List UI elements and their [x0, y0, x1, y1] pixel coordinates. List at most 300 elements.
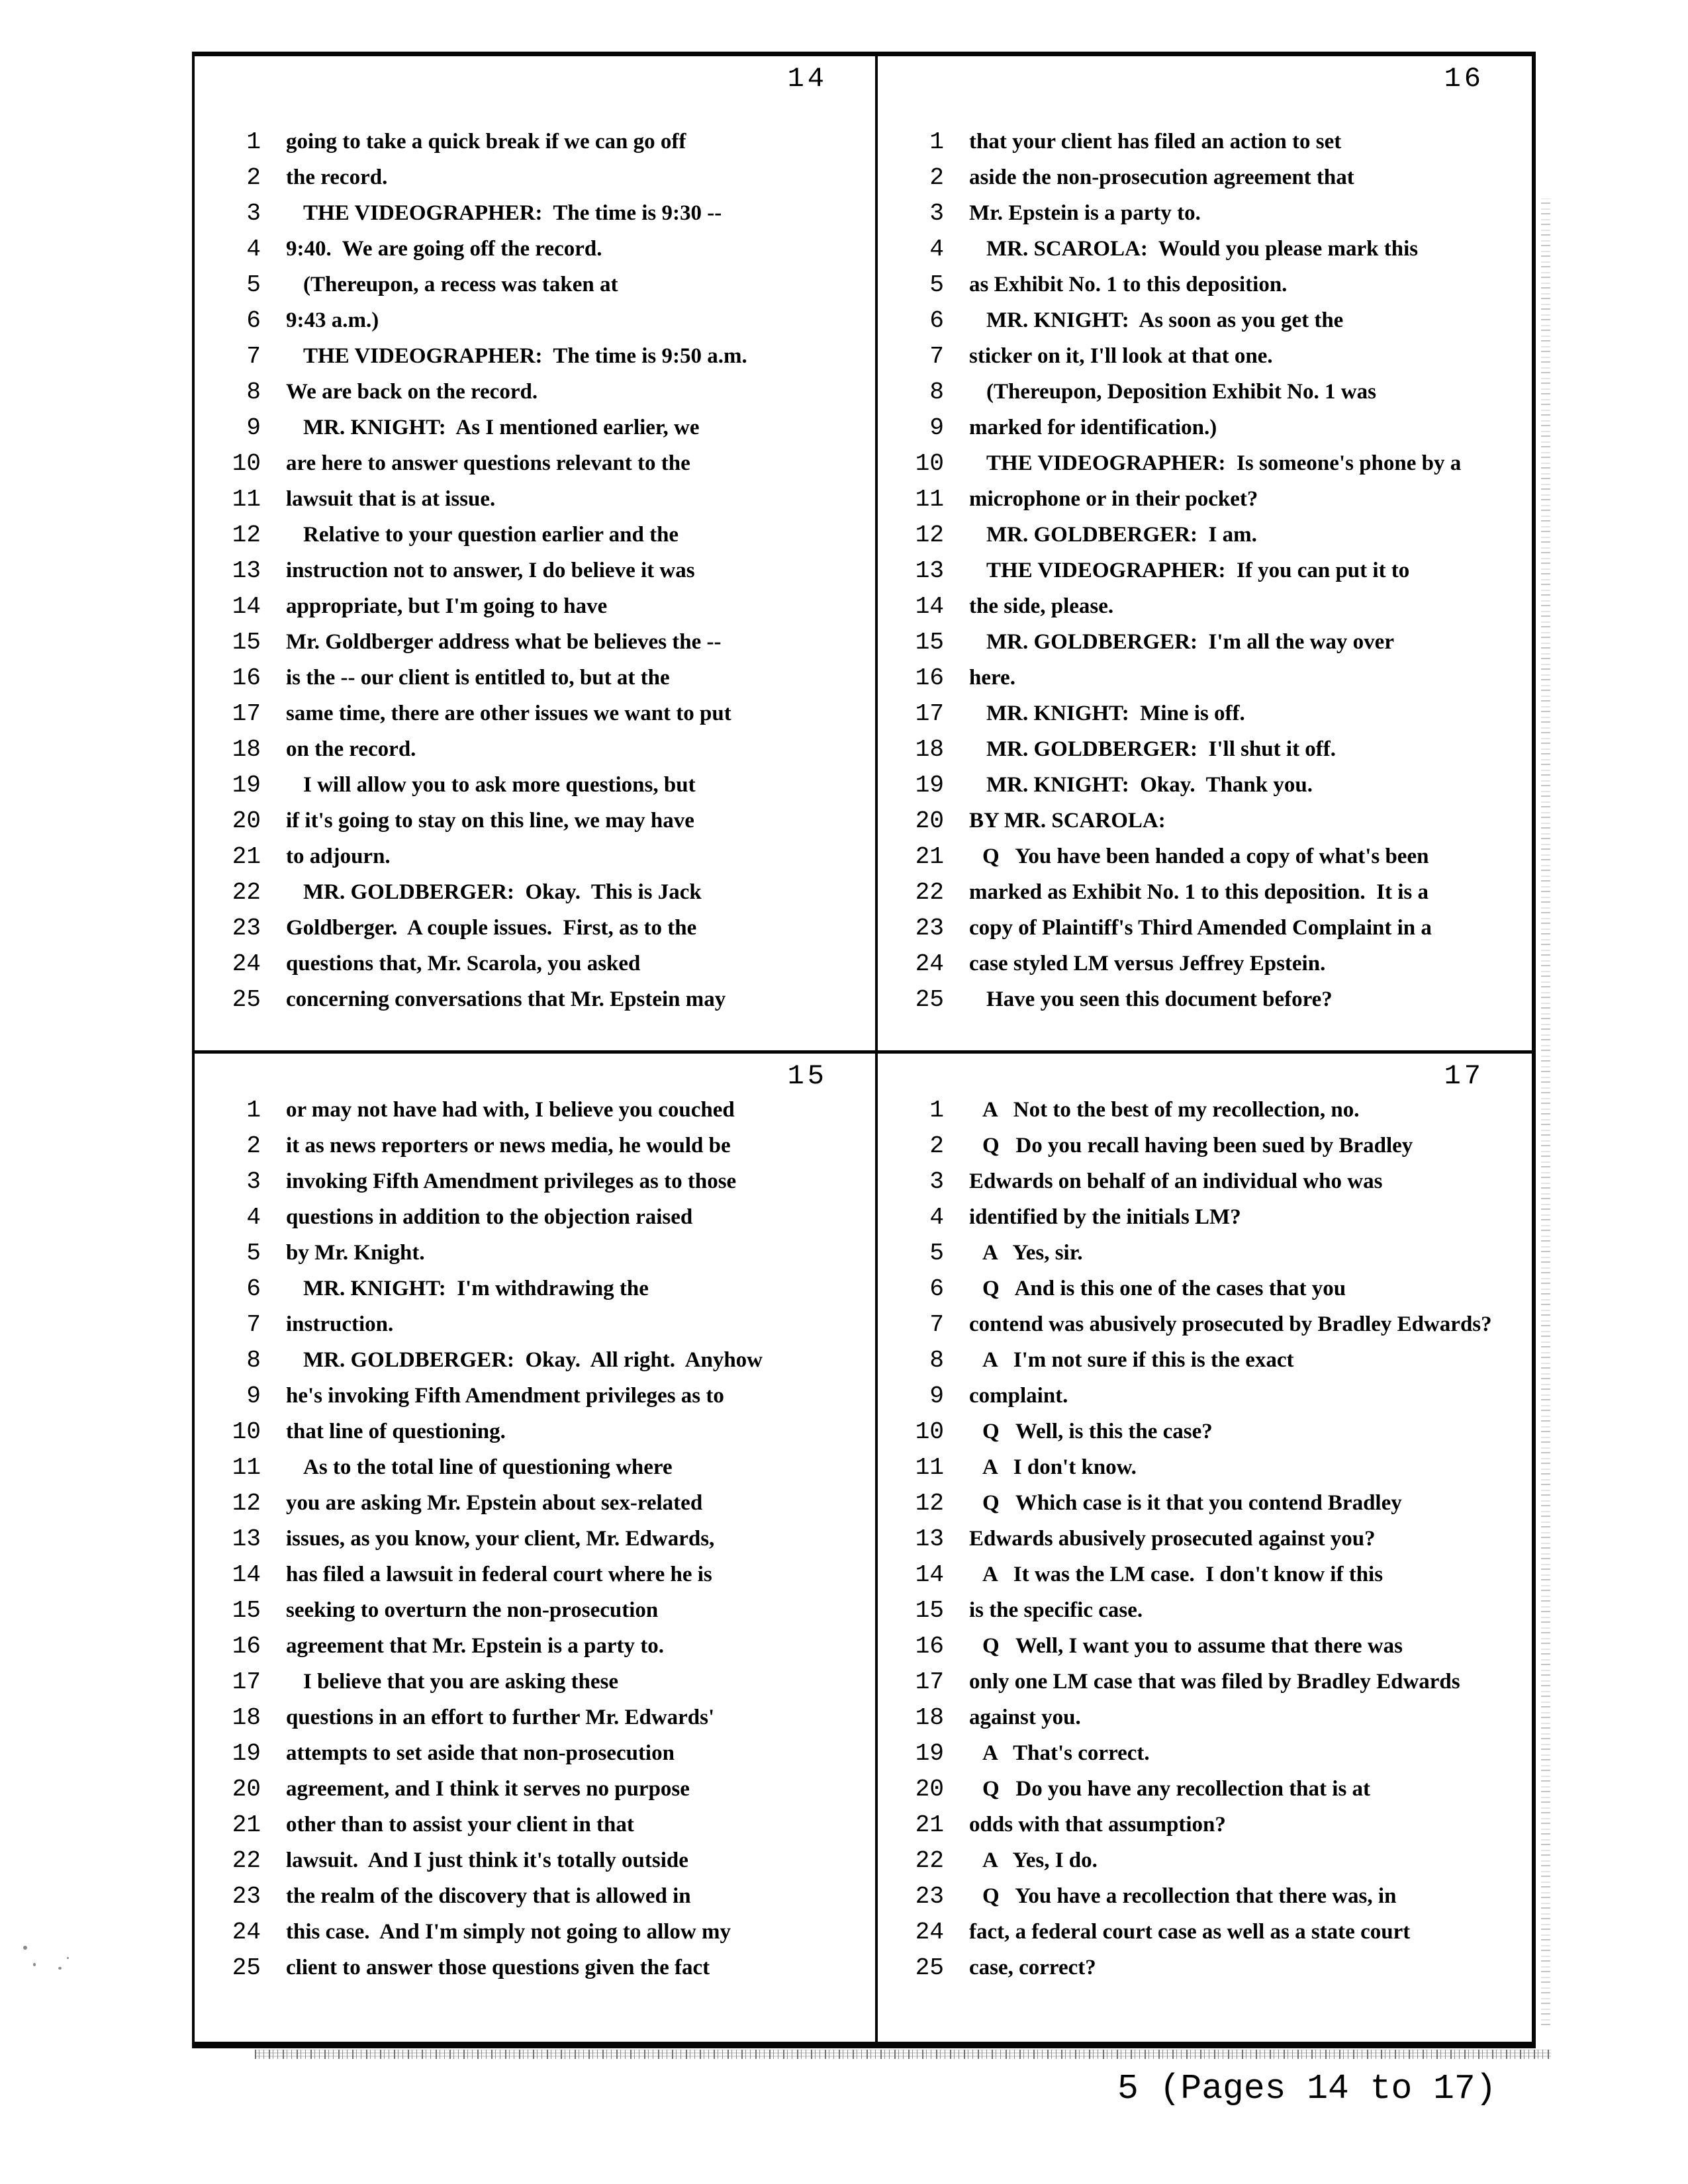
line-number: 7: [929, 343, 944, 370]
transcript-line: [195, 1628, 875, 1664]
transcript-line: [878, 874, 1532, 910]
transcript-line: [195, 1735, 875, 1771]
transcript-line: [878, 1306, 1532, 1342]
transcript-line: [195, 1771, 875, 1807]
line-number: 22: [915, 1847, 944, 1874]
line-number: 19: [915, 772, 944, 799]
transcript-line: [195, 1950, 875, 1985]
transcript-line: [878, 1557, 1532, 1592]
transcript-line: [195, 159, 875, 195]
transcript-line: [878, 1664, 1532, 1700]
line-text: odds with that assumption?: [969, 1813, 1226, 1837]
line-number: 23: [232, 915, 261, 942]
line-number: 22: [232, 879, 261, 906]
line-text: client to answer those questions given the fact: [286, 1956, 710, 1979]
line-text: as Exhibit No. 1 to this deposition.: [969, 273, 1288, 296]
scan-artifact-bottom-noise: [255, 2050, 1551, 2059]
line-text: questions in addition to the objection raised: [286, 1205, 693, 1229]
line-text: 9:43 a.m.): [286, 308, 379, 332]
transcript-line: [195, 1092, 875, 1128]
line-text: is the -- our client is entitled to, but at the: [286, 666, 670, 690]
transcript-line: [878, 1449, 1532, 1485]
transcript-line: [878, 1163, 1532, 1199]
transcript-line: [878, 910, 1532, 946]
line-text: same time, there are other issues we want to put: [286, 702, 731, 725]
transcript-line: [878, 660, 1532, 696]
line-text: only one LM case that was filed by Bradley Edwards: [969, 1670, 1460, 1694]
line-text: are here to answer questions relevant to the: [286, 451, 690, 475]
line-text: is the specific case.: [969, 1598, 1143, 1622]
line-number: 18: [915, 1704, 944, 1731]
line-number: 24: [915, 950, 944, 978]
line-number: 16: [915, 1633, 944, 1660]
line-text: THE VIDEOGRAPHER: The time is 9:50 a.m.: [303, 344, 747, 368]
line-number: 23: [915, 915, 944, 942]
line-text: you are asking Mr. Epstein about sex-related: [286, 1491, 703, 1515]
transcript-line: [195, 1521, 875, 1557]
line-number: 2: [929, 1132, 944, 1160]
line-number: 9: [246, 414, 261, 441]
line-number: 20: [915, 807, 944, 835]
transcript-line: [195, 124, 875, 159]
line-number: 8: [929, 379, 944, 406]
line-text: THE VIDEOGRAPHER: Is someone's phone by a: [986, 451, 1462, 475]
line-number: 23: [915, 1883, 944, 1910]
line-number: 14: [232, 1561, 261, 1588]
line-text: As to the total line of questioning where: [303, 1455, 673, 1479]
line-number: 20: [232, 1776, 261, 1803]
line-text: copy of Plaintiff's Third Amended Complaint in a: [969, 916, 1432, 940]
line-number: 3: [929, 1168, 944, 1195]
line-number: 5: [929, 1240, 944, 1267]
line-text: THE VIDEOGRAPHER: The time is 9:30 --: [303, 201, 722, 225]
line-text: MR. GOLDBERGER: I'm all the way over: [986, 630, 1394, 654]
line-number: 6: [929, 1275, 944, 1302]
line-text: on the record.: [286, 737, 416, 761]
transcript-line: [878, 231, 1532, 267]
transcript-line: [195, 517, 875, 553]
transcript-line: [195, 445, 875, 481]
line-text: Relative to your question earlier and the: [303, 523, 679, 547]
transcript-grid: [192, 52, 1536, 2048]
line-number: 15: [232, 1597, 261, 1624]
line-text: to adjourn.: [286, 844, 391, 868]
line-text: that your client has filed an action to set: [969, 130, 1342, 154]
transcript-line: [195, 195, 875, 231]
transcript-line: [195, 1843, 875, 1878]
page-number: 15: [787, 1060, 827, 1092]
line-text: he's invoking Fifth Amendment privileges as to: [286, 1384, 724, 1408]
line-text: concerning conversations that Mr. Epstein may: [286, 987, 726, 1011]
line-number: 13: [915, 1525, 944, 1553]
line-number: 5: [246, 1240, 261, 1267]
transcript-line: [878, 124, 1532, 159]
line-text: the side, please.: [969, 594, 1114, 618]
transcript-line: [878, 1592, 1532, 1628]
line-number: 11: [915, 1454, 944, 1481]
page-number: 17: [1444, 1060, 1484, 1092]
transcript-line: [195, 1414, 875, 1449]
transcript-line: [878, 1807, 1532, 1843]
line-text: MR. GOLDBERGER: I am.: [986, 523, 1257, 547]
page-number: 14: [787, 63, 827, 95]
line-text: I will allow you to ask more questions, but: [303, 773, 696, 797]
line-number: 24: [915, 1919, 944, 1946]
transcript-line: [195, 1592, 875, 1628]
line-number: 8: [246, 379, 261, 406]
line-number: 2: [929, 164, 944, 191]
transcript-line: [195, 231, 875, 267]
line-number: 13: [232, 1525, 261, 1553]
transcript-line: [878, 1199, 1532, 1235]
line-text: questions in an effort to further Mr. Edwards': [286, 1706, 715, 1729]
line-number: 12: [232, 522, 261, 549]
line-text: sticker on it, I'll look at that one.: [969, 344, 1273, 368]
line-number: 10: [232, 1418, 261, 1445]
line-number: 17: [232, 700, 261, 727]
line-number: 5: [929, 271, 944, 298]
transcript-line: [195, 1306, 875, 1342]
line-number: 20: [232, 807, 261, 835]
line-number: 7: [246, 1311, 261, 1338]
transcript-line: [878, 445, 1532, 481]
line-text: A Not to the best of my recollection, no.: [982, 1098, 1360, 1122]
line-text: this case. And I'm simply not going to allow my: [286, 1920, 731, 1944]
line-text: MR. GOLDBERGER: I'll shut it off.: [986, 737, 1336, 761]
line-number: 14: [915, 593, 944, 620]
line-text: A It was the LM case. I don't know if this: [982, 1563, 1383, 1586]
line-text: Mr. Goldberger address what be believes the --: [286, 630, 722, 654]
line-text: aside the non-prosecution agreement that: [969, 165, 1354, 189]
transcript-line: [195, 1557, 875, 1592]
line-number: 17: [232, 1668, 261, 1696]
line-text: contend was abusively prosecuted by Bradley Edwards?: [969, 1312, 1492, 1336]
line-text: seeking to overturn the non-prosecution: [286, 1598, 659, 1622]
line-text: appropriate, but I'm going to have: [286, 594, 608, 618]
line-number: 18: [232, 736, 261, 763]
line-text: A I don't know.: [982, 1455, 1137, 1479]
line-number: 8: [929, 1347, 944, 1374]
line-text: case styled LM versus Jeffrey Epstein.: [969, 952, 1326, 976]
line-number: 16: [232, 1633, 261, 1660]
line-text: lawsuit that is at issue.: [286, 487, 496, 511]
line-text: MR. GOLDBERGER: Okay. This is Jack: [303, 880, 702, 904]
transcript-lines: [195, 124, 875, 1017]
line-number: 6: [246, 1275, 261, 1302]
transcript-line: [195, 1664, 875, 1700]
transcript-page-15: [195, 1050, 875, 2042]
transcript-line: [195, 1342, 875, 1378]
line-number: 12: [915, 1490, 944, 1517]
line-number: 18: [232, 1704, 261, 1731]
scan-artifact-right-edge: [1541, 199, 1550, 2025]
line-text: Q Well, is this the case?: [982, 1420, 1213, 1443]
transcript-line: [878, 803, 1532, 839]
page-number: 16: [1444, 63, 1484, 95]
line-number: 4: [929, 1204, 944, 1231]
line-number: 8: [246, 1347, 261, 1374]
line-number: 23: [232, 1883, 261, 1910]
line-text: Q And is this one of the cases that you: [982, 1277, 1346, 1300]
transcript-line: [878, 1485, 1532, 1521]
line-number: 15: [915, 629, 944, 656]
transcript-line: [878, 1914, 1532, 1950]
transcript-line: [195, 1700, 875, 1735]
line-text: MR. KNIGHT: Mine is off.: [986, 702, 1245, 725]
line-text: has filed a lawsuit in federal court where he is: [286, 1563, 712, 1586]
transcript-line: [878, 767, 1532, 803]
line-text: going to take a quick break if we can go off: [286, 130, 686, 154]
line-number: 11: [232, 486, 261, 513]
transcript-lines: [878, 1092, 1532, 1985]
line-number: 1: [929, 128, 944, 156]
line-text: Edwards on behalf of an individual who was: [969, 1169, 1383, 1193]
transcript-page-16: [875, 56, 1532, 1050]
line-number: 14: [915, 1561, 944, 1588]
transcript-line: [878, 1271, 1532, 1306]
line-text: (Thereupon, a recess was taken at: [303, 273, 618, 296]
transcript-line: [195, 1914, 875, 1950]
transcript-line: [878, 1521, 1532, 1557]
line-number: 16: [232, 664, 261, 692]
line-text: Edwards abusively prosecuted against you?: [969, 1527, 1376, 1551]
transcript-line: [878, 1342, 1532, 1378]
line-number: 25: [232, 986, 261, 1013]
line-text: marked as Exhibit No. 1 to this deposition. It is a: [969, 880, 1429, 904]
transcript-line: [878, 481, 1532, 517]
transcript-page-14: [195, 56, 875, 1050]
transcript-line: [878, 1092, 1532, 1128]
line-number: 4: [246, 1204, 261, 1231]
transcript-line: [195, 767, 875, 803]
transcript-line: [195, 1878, 875, 1914]
line-number: 17: [915, 1668, 944, 1696]
transcript-line: [878, 588, 1532, 624]
line-text: marked for identification.): [969, 416, 1217, 439]
transcript-line: [878, 195, 1532, 231]
line-text: MR. KNIGHT: I'm withdrawing the: [303, 1277, 649, 1300]
line-number: 6: [246, 307, 261, 334]
transcript-line: [195, 803, 875, 839]
line-text: instruction.: [286, 1312, 394, 1336]
line-text: MR. KNIGHT: As soon as you get the: [986, 308, 1344, 332]
transcript-line: [878, 731, 1532, 767]
line-number: 16: [915, 664, 944, 692]
transcript-line: [878, 839, 1532, 874]
line-number: 4: [246, 236, 261, 263]
line-text: identified by the initials LM?: [969, 1205, 1241, 1229]
line-number: 18: [915, 736, 944, 763]
transcript-line: [878, 338, 1532, 374]
line-text: Q Which case is it that you contend Bradley: [982, 1491, 1402, 1515]
transcript-line: [878, 517, 1532, 553]
transcript-line: [195, 1163, 875, 1199]
line-text: that line of questioning.: [286, 1420, 506, 1443]
line-text: by Mr. Knight.: [286, 1241, 425, 1265]
transcript-line: [195, 910, 875, 946]
transcript-line: [195, 1485, 875, 1521]
transcript-line: [878, 1878, 1532, 1914]
line-text: lawsuit. And I just think it's totally outside: [286, 1848, 688, 1872]
line-number: 2: [246, 164, 261, 191]
transcript-line: [195, 874, 875, 910]
transcript-line: [195, 1807, 875, 1843]
line-number: 3: [246, 1168, 261, 1195]
line-text: the realm of the discovery that is allowed in: [286, 1884, 691, 1908]
line-number: 11: [915, 486, 944, 513]
line-text: issues, as you know, your client, Mr. Edwards,: [286, 1527, 715, 1551]
transcript-line: [195, 1378, 875, 1414]
transcript-line: [878, 1414, 1532, 1449]
transcript-line: [195, 553, 875, 588]
transcript-line: [878, 267, 1532, 302]
line-number: 15: [915, 1597, 944, 1624]
transcript-line: [195, 981, 875, 1017]
transcript-line: [195, 338, 875, 374]
transcript-line: [878, 1128, 1532, 1163]
transcript-lines: [878, 124, 1532, 1017]
line-text: THE VIDEOGRAPHER: If you can put it to: [986, 559, 1410, 582]
line-text: BY MR. SCAROLA:: [969, 809, 1166, 833]
line-number: 19: [232, 1740, 261, 1767]
line-number: 7: [246, 343, 261, 370]
transcript-line: [195, 731, 875, 767]
line-text: A Yes, sir.: [982, 1241, 1083, 1265]
line-number: 12: [915, 522, 944, 549]
line-text: MR. KNIGHT: Okay. Thank you.: [986, 773, 1313, 797]
line-text: MR. SCAROLA: Would you please mark this: [986, 237, 1419, 261]
transcript-line: [195, 1128, 875, 1163]
transcript-line: [878, 1843, 1532, 1878]
transcript-line: [878, 981, 1532, 1017]
line-number: 2: [246, 1132, 261, 1160]
line-number: 21: [232, 1811, 261, 1839]
line-text: agreement that Mr. Epstein is a party to.: [286, 1634, 665, 1658]
scan-speck: [23, 1946, 27, 1950]
line-text: We are back on the record.: [286, 380, 538, 404]
line-number: 21: [915, 1811, 944, 1839]
transcript-line: [878, 624, 1532, 660]
line-text: Q You have a recollection that there was, in: [982, 1884, 1397, 1908]
line-text: I believe that you are asking these: [303, 1670, 619, 1694]
line-number: 9: [246, 1383, 261, 1410]
line-number: 13: [232, 557, 261, 584]
transcript-line: [878, 553, 1532, 588]
transcript-line: [195, 302, 875, 338]
line-text: Q Do you recall having been sued by Bradley: [982, 1134, 1413, 1158]
line-text: Q Well, I want you to assume that there was: [982, 1634, 1403, 1658]
line-number: 11: [232, 1454, 261, 1481]
line-text: it as news reporters or news media, he would be: [286, 1134, 731, 1158]
line-number: 19: [915, 1740, 944, 1767]
line-text: questions that, Mr. Scarola, you asked: [286, 952, 641, 976]
line-number: 20: [915, 1776, 944, 1803]
line-number: 1: [929, 1097, 944, 1124]
scan-speck: [67, 1957, 69, 1959]
line-text: other than to assist your client in that: [286, 1813, 634, 1837]
transcript-line: [195, 1235, 875, 1271]
line-number: 25: [915, 1954, 944, 1981]
line-number: 6: [929, 307, 944, 334]
line-number: 19: [232, 772, 261, 799]
line-text: attempts to set aside that non-prosecution: [286, 1741, 675, 1765]
scan-speck: [33, 1963, 36, 1966]
transcript-line: [878, 946, 1532, 981]
transcript-line: [195, 696, 875, 731]
line-number: 9: [929, 1383, 944, 1410]
line-number: 10: [232, 450, 261, 477]
line-number: 1: [246, 128, 261, 156]
line-text: microphone or in their pocket?: [969, 487, 1258, 511]
transcript-page-17: [875, 1050, 1532, 2042]
transcript-line: [195, 1199, 875, 1235]
transcript-line: [878, 374, 1532, 410]
line-text: case, correct?: [969, 1956, 1096, 1979]
transcript-line: [878, 1628, 1532, 1664]
transcript-line: [195, 624, 875, 660]
transcript-lines: [195, 1092, 875, 1985]
transcript-line: [195, 839, 875, 874]
line-number: 1: [246, 1097, 261, 1124]
line-number: 13: [915, 557, 944, 584]
line-text: Q Do you have any recollection that is at: [982, 1777, 1371, 1801]
transcript-line: [195, 267, 875, 302]
line-number: 3: [929, 200, 944, 227]
line-number: 21: [232, 843, 261, 870]
line-number: 5: [246, 271, 261, 298]
transcript-line: [878, 410, 1532, 445]
transcript-line: [878, 696, 1532, 731]
transcript-line: [878, 1771, 1532, 1807]
line-text: or may not have had with, I believe you couched: [286, 1098, 735, 1122]
line-number: 3: [246, 200, 261, 227]
line-text: here.: [969, 666, 1015, 690]
transcript-line: [195, 410, 875, 445]
line-text: the record.: [286, 165, 388, 189]
transcript-line: [878, 1735, 1532, 1771]
line-number: 21: [915, 843, 944, 870]
line-number: 22: [232, 1847, 261, 1874]
line-text: fact, a federal court case as well as a state court: [969, 1920, 1411, 1944]
line-number: 24: [232, 950, 261, 978]
transcript-line: [195, 481, 875, 517]
line-number: 17: [915, 700, 944, 727]
line-number: 22: [915, 879, 944, 906]
transcript-line: [195, 660, 875, 696]
line-number: 15: [232, 629, 261, 656]
transcript-line: [195, 1271, 875, 1306]
transcript-line: [195, 374, 875, 410]
line-text: instruction not to answer, I do believe it was: [286, 559, 695, 582]
line-number: 12: [232, 1490, 261, 1517]
line-text: complaint.: [969, 1384, 1068, 1408]
transcript-line: [878, 1378, 1532, 1414]
line-text: agreement, and I think it serves no purpose: [286, 1777, 690, 1801]
transcript-line: [195, 1449, 875, 1485]
line-number: 4: [929, 236, 944, 263]
line-number: 10: [915, 450, 944, 477]
transcript-line: [878, 1950, 1532, 1985]
line-number: 10: [915, 1418, 944, 1445]
line-number: 14: [232, 593, 261, 620]
line-number: 25: [915, 986, 944, 1013]
line-number: 7: [929, 1311, 944, 1338]
transcript-line: [878, 302, 1532, 338]
scan-speck: [58, 1967, 62, 1970]
line-text: Mr. Epstein is a party to.: [969, 201, 1201, 225]
line-text: A Yes, I do.: [982, 1848, 1098, 1872]
line-text: MR. KNIGHT: As I mentioned earlier, we: [303, 416, 700, 439]
